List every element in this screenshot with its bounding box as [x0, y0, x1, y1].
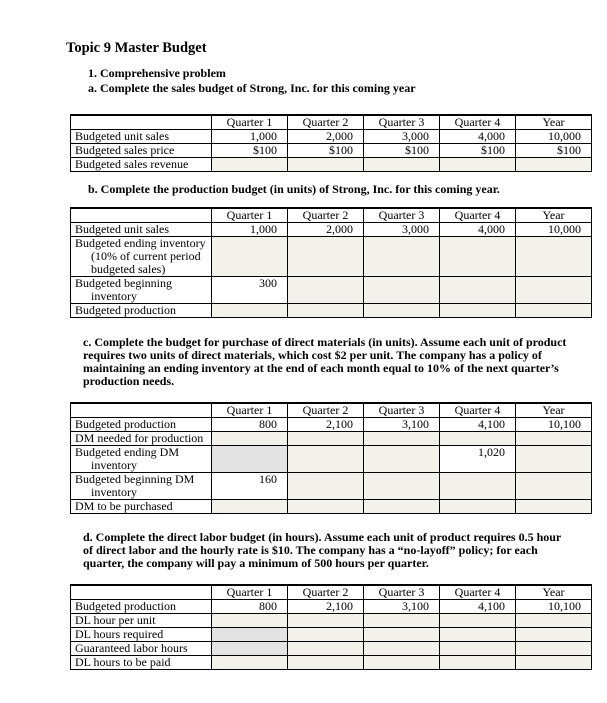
answer-cell[interactable] [440, 656, 516, 670]
value-cell: 3,100 [364, 600, 440, 614]
answer-cell[interactable] [440, 500, 516, 514]
answer-cell[interactable] [364, 237, 440, 277]
header-row [71, 115, 592, 130]
answer-cell[interactable] [516, 304, 592, 318]
answer-cell[interactable] [516, 500, 592, 514]
value-cell: 300 [212, 277, 288, 304]
value-cell: 10,100 [516, 600, 592, 614]
value-cell [212, 446, 288, 473]
answer-cell[interactable] [516, 473, 592, 500]
column-header: Quarter 3 [364, 208, 440, 223]
answer-cell[interactable] [516, 237, 592, 277]
table-row [71, 500, 592, 514]
value-cell: $100 [288, 144, 364, 158]
column-header: Quarter 3 [364, 115, 440, 130]
table-row [71, 656, 592, 670]
table-row [71, 223, 592, 237]
answer-cell[interactable] [364, 500, 440, 514]
answer-cell[interactable] [440, 277, 516, 304]
row-label: Budgeted production [71, 304, 212, 318]
row-label: Guaranteed labor hours [71, 642, 212, 656]
table-row [71, 130, 592, 144]
answer-cell[interactable] [516, 432, 592, 446]
answer-cell[interactable] [288, 642, 364, 656]
answer-cell[interactable] [288, 656, 364, 670]
table-row [71, 446, 592, 473]
table-row [71, 614, 592, 628]
row-label: Budgeted beginning DM inventory [71, 473, 212, 500]
part-a-instructions: a. Complete the sales budget of Strong, Inc. for this coming year [88, 81, 416, 95]
answer-cell[interactable] [212, 432, 288, 446]
answer-cell[interactable] [364, 277, 440, 304]
value-cell: 800 [212, 418, 288, 432]
table-row [71, 304, 592, 318]
answer-cell[interactable] [364, 446, 440, 473]
value-cell: 2,000 [288, 223, 364, 237]
value-cell: 2,100 [288, 600, 364, 614]
answer-cell[interactable] [440, 642, 516, 656]
answer-cell[interactable] [516, 614, 592, 628]
value-cell: 3,000 [364, 130, 440, 144]
answer-cell[interactable] [516, 158, 592, 172]
column-header: Quarter 4 [440, 208, 516, 223]
value-cell: $100 [364, 144, 440, 158]
row-label: Budgeted production [71, 600, 212, 614]
row-label: DL hours to be paid [71, 656, 212, 670]
answer-cell[interactable] [212, 656, 288, 670]
column-header: Year [516, 403, 592, 418]
table-row [71, 432, 592, 446]
value-cell: 4,000 [440, 130, 516, 144]
table-row [71, 642, 592, 656]
value-cell: 4,100 [440, 418, 516, 432]
column-header: Year [516, 115, 592, 130]
header-blank-cell [71, 585, 212, 600]
answer-cell[interactable] [364, 656, 440, 670]
answer-cell[interactable] [212, 158, 288, 172]
table-row [71, 237, 592, 277]
answer-cell[interactable] [288, 432, 364, 446]
column-header: Year [516, 208, 592, 223]
direct-materials-budget-table [70, 402, 592, 514]
row-label: Budgeted unit sales [71, 130, 212, 144]
header-blank-cell [71, 208, 212, 223]
table-row [71, 144, 592, 158]
value-cell: 160 [212, 473, 288, 500]
value-cell: 4,000 [440, 223, 516, 237]
answer-cell[interactable] [364, 304, 440, 318]
table-row [71, 600, 592, 614]
header-row [71, 403, 592, 418]
page-title: Topic 9 Master Budget [66, 40, 207, 56]
value-cell: 3,100 [364, 418, 440, 432]
answer-cell[interactable] [364, 614, 440, 628]
row-label: Budgeted sales revenue [71, 158, 212, 172]
answer-cell[interactable] [440, 158, 516, 172]
value-cell: 800 [212, 600, 288, 614]
answer-cell[interactable] [364, 628, 440, 642]
table-row [71, 418, 592, 432]
header-blank-cell [71, 403, 212, 418]
column-header: Quarter 1 [212, 208, 288, 223]
table-row [71, 473, 592, 500]
answer-cell[interactable] [364, 642, 440, 656]
answer-cell[interactable] [364, 158, 440, 172]
answer-cell[interactable] [364, 473, 440, 500]
row-label: Budgeted ending DM inventory [71, 446, 212, 473]
header-row [71, 208, 592, 223]
table-row [71, 628, 592, 642]
part-b-instructions: b. Complete the production budget (in units) of Strong, Inc. for this coming year. [88, 182, 500, 196]
direct-labor-budget-table [70, 584, 592, 670]
answer-cell[interactable] [440, 237, 516, 277]
column-header: Quarter 4 [440, 585, 516, 600]
answer-cell[interactable] [212, 304, 288, 318]
part-c-instructions: c. Complete the budget for purchase of direct materials (in units). Assume each unit of product requires two units of direct materials, which cost $2 per unit. The company has a policy of maintaining an ending inventory at the end of each month equal to 10% of the next quarter’s production needs. [83, 335, 567, 388]
table-row [71, 277, 592, 304]
answer-cell[interactable] [212, 614, 288, 628]
row-label: Budgeted ending inventory (10% of current period budgeted sales) [71, 237, 212, 277]
column-header: Quarter 4 [440, 403, 516, 418]
answer-cell[interactable] [516, 628, 592, 642]
row-label: DM needed for production [71, 432, 212, 446]
answer-cell[interactable] [288, 446, 364, 473]
part-d-instructions: d. Complete the direct labor budget (in hours). Assume each unit of product requires 0.5 hour of direct labor and the hourly rate is $10. The company has a “no-layoff” policy; for each quarter, the company will pay a minimum of 500 hours per quarter. [83, 530, 562, 570]
value-cell: $100 [516, 144, 592, 158]
value-cell [212, 642, 288, 656]
answer-cell[interactable] [288, 277, 364, 304]
sales-budget-table [70, 114, 592, 172]
answer-cell[interactable] [288, 473, 364, 500]
column-header: Quarter 1 [212, 403, 288, 418]
value-cell: 2,100 [288, 418, 364, 432]
answer-cell[interactable] [516, 277, 592, 304]
answer-cell[interactable] [516, 446, 592, 473]
answer-cell[interactable] [516, 642, 592, 656]
value-cell: 10,100 [516, 418, 592, 432]
value-cell: 10,000 [516, 223, 592, 237]
column-header: Quarter 3 [364, 585, 440, 600]
value-cell: 10,000 [516, 130, 592, 144]
answer-cell[interactable] [212, 500, 288, 514]
column-header: Quarter 1 [212, 115, 288, 130]
column-header: Quarter 4 [440, 115, 516, 130]
answer-cell[interactable] [440, 473, 516, 500]
answer-cell[interactable] [440, 432, 516, 446]
value-cell: 1,000 [212, 130, 288, 144]
answer-cell[interactable] [440, 614, 516, 628]
header-row [71, 585, 592, 600]
production-budget-table [70, 207, 592, 318]
value-cell [212, 628, 288, 642]
answer-cell[interactable] [288, 500, 364, 514]
answer-cell[interactable] [364, 432, 440, 446]
problem-heading: 1. Comprehensive problem [88, 66, 226, 80]
answer-cell[interactable] [440, 304, 516, 318]
answer-cell[interactable] [288, 614, 364, 628]
column-header: Quarter 2 [288, 115, 364, 130]
column-header: Quarter 2 [288, 585, 364, 600]
value-cell: $100 [212, 144, 288, 158]
row-label: Budgeted sales price [71, 144, 212, 158]
column-header: Quarter 3 [364, 403, 440, 418]
row-label: DM to be purchased [71, 500, 212, 514]
value-cell: $100 [440, 144, 516, 158]
answer-cell[interactable] [288, 158, 364, 172]
value-cell: 1,000 [212, 223, 288, 237]
answer-cell[interactable] [516, 656, 592, 670]
answer-cell[interactable] [288, 628, 364, 642]
row-label: Budgeted beginning inventory [71, 277, 212, 304]
value-cell: 3,000 [364, 223, 440, 237]
value-cell: 4,100 [440, 600, 516, 614]
answer-cell[interactable] [440, 628, 516, 642]
answer-cell[interactable] [288, 304, 364, 318]
table-row [71, 158, 592, 172]
value-cell: 1,020 [440, 446, 516, 473]
row-label: DL hours required [71, 628, 212, 642]
row-label: DL hour per unit [71, 614, 212, 628]
column-header: Quarter 2 [288, 208, 364, 223]
answer-cell[interactable] [212, 237, 288, 277]
column-header: Year [516, 585, 592, 600]
header-blank-cell [71, 115, 212, 130]
column-header: Quarter 2 [288, 403, 364, 418]
answer-cell[interactable] [288, 237, 364, 277]
row-label: Budgeted production [71, 418, 212, 432]
row-label: Budgeted unit sales [71, 223, 212, 237]
column-header: Quarter 1 [212, 585, 288, 600]
value-cell: 2,000 [288, 130, 364, 144]
